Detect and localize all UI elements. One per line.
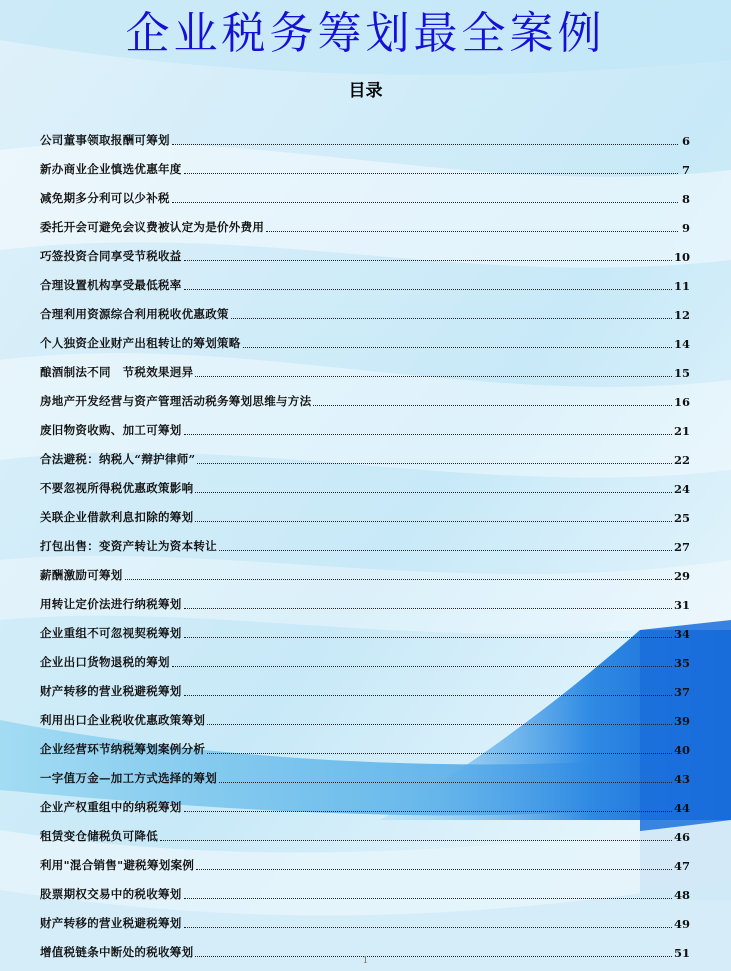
toc-entry[interactable] [40,380,690,409]
toc-entry-page: 44 [673,801,690,815]
toc-entry-page: 16 [673,395,690,409]
toc-entry[interactable] [40,612,690,641]
dot-leader [219,549,672,551]
dot-leader [184,433,672,435]
toc-entry[interactable] [40,525,690,554]
dot-leader [197,462,672,464]
table-of-contents [40,119,690,960]
toc-entry-page: 15 [673,366,690,380]
toc-entry[interactable] [40,641,690,670]
toc-entry-page: 10 [673,250,690,264]
dot-leader [184,897,672,899]
toc-entry-title: 打包出售：变资产转让为资本转让 [40,539,217,553]
toc-entry-title: 一字值万金—加工方式选择的筹划 [40,771,217,785]
toc-entry[interactable] [40,844,690,873]
dot-leader [266,230,678,232]
toc-entry-title: 合理利用资源综合利用税收优惠政策 [40,307,229,321]
toc-entry-title: 利用出口企业税收优惠政策筹划 [40,713,206,727]
toc-entry-page: 25 [673,511,690,525]
toc-entry-page: 6 [681,134,690,148]
toc-entry-title: 股票期权交易中的税收筹划 [40,887,182,901]
dot-leader [184,259,672,261]
toc-entry-title: 企业经营环节纳税筹划案例分析 [40,742,206,756]
toc-entry-title: 财产转移的营业税避税筹划 [40,684,182,698]
toc-entry-page: 39 [673,714,690,728]
toc-entry-page: 8 [681,192,690,206]
toc-entry-title: 合法避税：纳税人“辩护律师” [40,452,196,466]
dot-leader [195,520,672,522]
toc-entry[interactable] [40,583,690,612]
toc-entry-page: 35 [673,656,690,670]
toc-entry-title: 增值税链条中断处的税收筹划 [40,945,194,959]
toc-entry-page: 9 [681,221,690,235]
dot-leader [196,868,672,870]
toc-entry[interactable] [40,438,690,467]
dot-leader [219,781,672,783]
toc-entry-page: 21 [673,424,690,438]
toc-entry-page: 14 [673,337,690,351]
toc-entry-page: 29 [673,569,690,583]
toc-entry[interactable] [40,757,690,786]
toc-entry[interactable] [40,699,690,728]
toc-entry-title: 委托开会可避免会议费被认定为是价外费用 [40,220,265,234]
dot-leader [184,926,672,928]
toc-entry-title: 租赁变仓储税负可降低 [40,829,158,843]
toc-entry-title: 废旧物资收购、加工可筹划 [40,423,182,437]
toc-entry[interactable] [40,496,690,525]
page-number: 1 [362,956,369,966]
toc-entry-title: 减免期多分利可以少补税 [40,191,170,205]
toc-entry[interactable] [40,293,690,322]
toc-entry-page: 37 [673,685,690,699]
toc-entry[interactable] [40,148,690,177]
toc-entry[interactable] [40,177,690,206]
toc-entry-title: 新办商业企业慎选优惠年度 [40,162,182,176]
dot-leader [184,607,672,609]
toc-entry-page: 48 [673,888,690,902]
toc-entry[interactable] [40,786,690,815]
toc-entry-page: 12 [673,308,690,322]
dot-leader [172,143,678,145]
toc-entry-title: 公司董事领取报酬可筹划 [40,133,170,147]
toc-entry[interactable] [40,554,690,583]
dot-leader [184,810,672,812]
toc-entry-title: 合理设置机构享受最低税率 [40,278,182,292]
document-title: 企业税务筹划最全案例 [125,8,606,59]
dot-leader [243,346,672,348]
toc-entry-page: 7 [681,163,690,177]
dot-leader [184,288,672,290]
toc-entry-title: 企业重组不可忽视契税筹划 [40,626,182,640]
dot-leader [184,694,672,696]
toc-entry-title: 房地产开发经营与资产管理活动税务筹划思维与方法 [40,394,312,408]
toc-entry-title: 利用"混合销售"避税筹划案例 [40,858,195,872]
dot-leader [207,752,672,754]
toc-entry-page: 43 [673,772,690,786]
dot-leader [184,172,678,174]
toc-entry-title: 财产转移的营业税避税筹划 [40,916,182,930]
toc-entry-title: 巧签投资合同享受节税收益 [40,249,182,263]
dot-leader [313,404,672,406]
toc-entry[interactable] [40,235,690,264]
toc-entry[interactable] [40,670,690,699]
toc-entry-title: 不要忽视所得税优惠政策影响 [40,481,194,495]
toc-entry[interactable] [40,467,690,496]
toc-entry-page: 27 [673,540,690,554]
toc-entry-page: 40 [673,743,690,757]
toc-entry-title: 企业产权重组中的纳税筹划 [40,800,182,814]
toc-entry-title: 用转让定价法进行纳税筹划 [40,597,182,611]
toc-entry-page: 47 [673,859,690,873]
toc-entry-page: 46 [673,830,690,844]
toc-entry-page: 11 [673,279,690,293]
toc-entry-page: 31 [673,598,690,612]
toc-entry[interactable] [40,322,690,351]
toc-entry[interactable] [40,264,690,293]
toc-entry-page: 34 [673,627,690,641]
toc-entry-title: 个人独资企业财产出租转让的筹划策略 [40,336,241,350]
toc-entry-title: 关联企业借款利息扣除的筹划 [40,510,194,524]
dot-leader [125,578,672,580]
toc-entry-page: 22 [673,453,690,467]
toc-entry[interactable] [40,351,690,380]
toc-entry[interactable] [40,409,690,438]
toc-heading: 目录 [348,81,383,101]
dot-leader [195,491,672,493]
toc-entry-title: 酿酒制法不同 节税效果迥异 [40,365,194,379]
dot-leader [160,839,672,841]
toc-entry[interactable] [40,728,690,757]
dot-leader [172,201,678,203]
toc-entry[interactable] [40,119,690,148]
toc-entry-title: 薪酬激励可筹划 [40,568,123,582]
dot-leader [207,723,672,725]
dot-leader [231,317,672,319]
toc-entry-page: 49 [673,917,690,931]
toc-entry-page: 51 [673,946,690,960]
toc-entry[interactable] [40,873,690,902]
toc-entry-page: 24 [673,482,690,496]
toc-entry[interactable] [40,815,690,844]
toc-entry-title: 企业出口货物退税的筹划 [40,655,170,669]
dot-leader [172,665,672,667]
dot-leader [195,375,672,377]
dot-leader [184,636,672,638]
toc-entry[interactable] [40,902,690,931]
toc-entry[interactable] [40,206,690,235]
